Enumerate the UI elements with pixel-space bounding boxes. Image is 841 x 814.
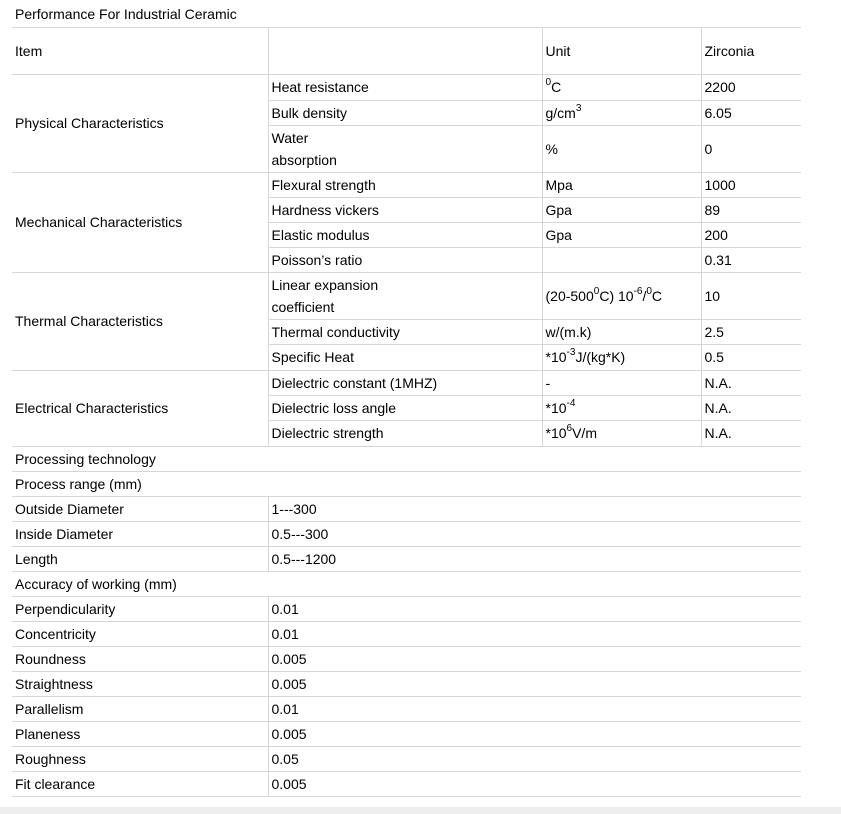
table-row bbox=[12, 172, 801, 197]
value-cell: 10 bbox=[701, 272, 801, 319]
property-cell: Flexural strength bbox=[268, 172, 542, 197]
property-cell: Specific Heat bbox=[268, 344, 542, 370]
table-title: Performance For Industrial Ceramic bbox=[12, 2, 801, 27]
value-cell: 0.01 bbox=[268, 596, 801, 621]
group-thermal: Thermal Characteristics bbox=[12, 272, 268, 370]
unit-cell: - bbox=[542, 370, 701, 395]
accuracy-heading: Accuracy of working (mm) bbox=[12, 571, 801, 596]
table-row bbox=[12, 621, 801, 646]
unit-cell: $g/cm^3$ bbox=[542, 100, 701, 125]
ceramic-performance-table bbox=[12, 2, 801, 797]
label-cell: Concentricity bbox=[12, 621, 268, 646]
value-cell: 0.01 bbox=[268, 621, 801, 646]
property-cell: Heat resistance bbox=[268, 74, 542, 100]
property-cell: Poisson’s ratio bbox=[268, 247, 542, 272]
property-cell: Dielectric loss angle bbox=[268, 395, 542, 420]
header-row bbox=[12, 27, 801, 74]
table-row bbox=[12, 671, 801, 696]
label-cell: Straightness bbox=[12, 671, 268, 696]
value-cell: 0 bbox=[701, 125, 801, 172]
table-row bbox=[12, 74, 801, 100]
table-row bbox=[12, 272, 801, 319]
value-cell: 0.005 bbox=[268, 646, 801, 671]
table-row bbox=[12, 370, 801, 395]
value-cell: 0.05 bbox=[268, 746, 801, 771]
header-blank bbox=[268, 27, 542, 74]
table-row bbox=[12, 521, 801, 546]
header-item: Item bbox=[12, 27, 268, 74]
unit-cell: % bbox=[542, 125, 701, 172]
value-cell: 0.005 bbox=[268, 721, 801, 746]
property-cell: Hardness vickers bbox=[268, 197, 542, 222]
table-row bbox=[12, 771, 801, 796]
title-row bbox=[12, 2, 801, 27]
value-cell: N.A. bbox=[701, 420, 801, 446]
property-cell: Elastic modulus bbox=[268, 222, 542, 247]
range-heading: Process range (mm) bbox=[12, 471, 801, 496]
value-cell: 0.005 bbox=[268, 771, 801, 796]
value-cell: 89 bbox=[701, 197, 801, 222]
value-cell: 0.5---1200 bbox=[268, 546, 801, 571]
property-cell: Thermal conductivity bbox=[268, 319, 542, 344]
label-cell: Outside Diameter bbox=[12, 496, 268, 521]
value-cell: 1---300 bbox=[268, 496, 801, 521]
value-cell: 2.5 bbox=[701, 319, 801, 344]
table-row bbox=[12, 721, 801, 746]
value-cell: 2200 bbox=[701, 74, 801, 100]
value-cell: N.A. bbox=[701, 370, 801, 395]
unit-cell: Mpa bbox=[542, 172, 701, 197]
section-row bbox=[12, 471, 801, 496]
table-row bbox=[12, 646, 801, 671]
unit-cell: $(20-500^0C)$ $10^{-6}/^0C$ bbox=[542, 272, 701, 319]
property-cell: Water absorption bbox=[268, 125, 542, 172]
label-cell: Planeness bbox=[12, 721, 268, 746]
unit-cell: Gpa bbox=[542, 197, 701, 222]
header-material: Zirconia bbox=[701, 27, 801, 74]
value-cell: 200 bbox=[701, 222, 801, 247]
value-cell: 0.005 bbox=[268, 671, 801, 696]
label-cell: Perpendicularity bbox=[12, 596, 268, 621]
table-row bbox=[12, 546, 801, 571]
value-cell: N.A. bbox=[701, 395, 801, 420]
label-cell: Roughness bbox=[12, 746, 268, 771]
table-row bbox=[12, 496, 801, 521]
unit-cell: w/(m.k) bbox=[542, 319, 701, 344]
group-mechanical: Mechanical Characteristics bbox=[12, 172, 268, 272]
value-cell: 1000 bbox=[701, 172, 801, 197]
unit-cell: $^0$C bbox=[542, 74, 701, 100]
label-cell: Length bbox=[12, 546, 268, 571]
group-electrical: Electrical Characteristics bbox=[12, 370, 268, 446]
unit-cell: $*10^{-4}$ bbox=[542, 395, 701, 420]
group-physical: Physical Characteristics bbox=[12, 74, 268, 172]
property-cell: Bulk density bbox=[268, 100, 542, 125]
property-cell: Dielectric strength bbox=[268, 420, 542, 446]
value-cell: 6.05 bbox=[701, 100, 801, 125]
unit-cell bbox=[542, 247, 701, 272]
page-bottom-strip bbox=[0, 807, 841, 814]
section-row bbox=[12, 571, 801, 596]
label-cell: Fit clearance bbox=[12, 771, 268, 796]
value-cell: 0.31 bbox=[701, 247, 801, 272]
unit-cell: Gpa bbox=[542, 222, 701, 247]
label-cell: Parallelism bbox=[12, 696, 268, 721]
header-unit: Unit bbox=[542, 27, 701, 74]
table-row bbox=[12, 746, 801, 771]
label-cell: Roundness bbox=[12, 646, 268, 671]
table-row bbox=[12, 696, 801, 721]
property-cell: Dielectric constant (1MHZ) bbox=[268, 370, 542, 395]
value-cell: 0.01 bbox=[268, 696, 801, 721]
value-cell: 0.5 bbox=[701, 344, 801, 370]
label-cell: Inside Diameter bbox=[12, 521, 268, 546]
unit-cell: $*10^{-3}J/(kg*K)$ bbox=[542, 344, 701, 370]
property-cell: Linear expansion coefficient bbox=[268, 272, 542, 319]
section-row bbox=[12, 446, 801, 471]
value-cell: 0.5---300 bbox=[268, 521, 801, 546]
unit-cell: $*10^6V/m$ bbox=[542, 420, 701, 446]
processing-heading: Processing technology bbox=[12, 446, 801, 471]
table-row bbox=[12, 596, 801, 621]
